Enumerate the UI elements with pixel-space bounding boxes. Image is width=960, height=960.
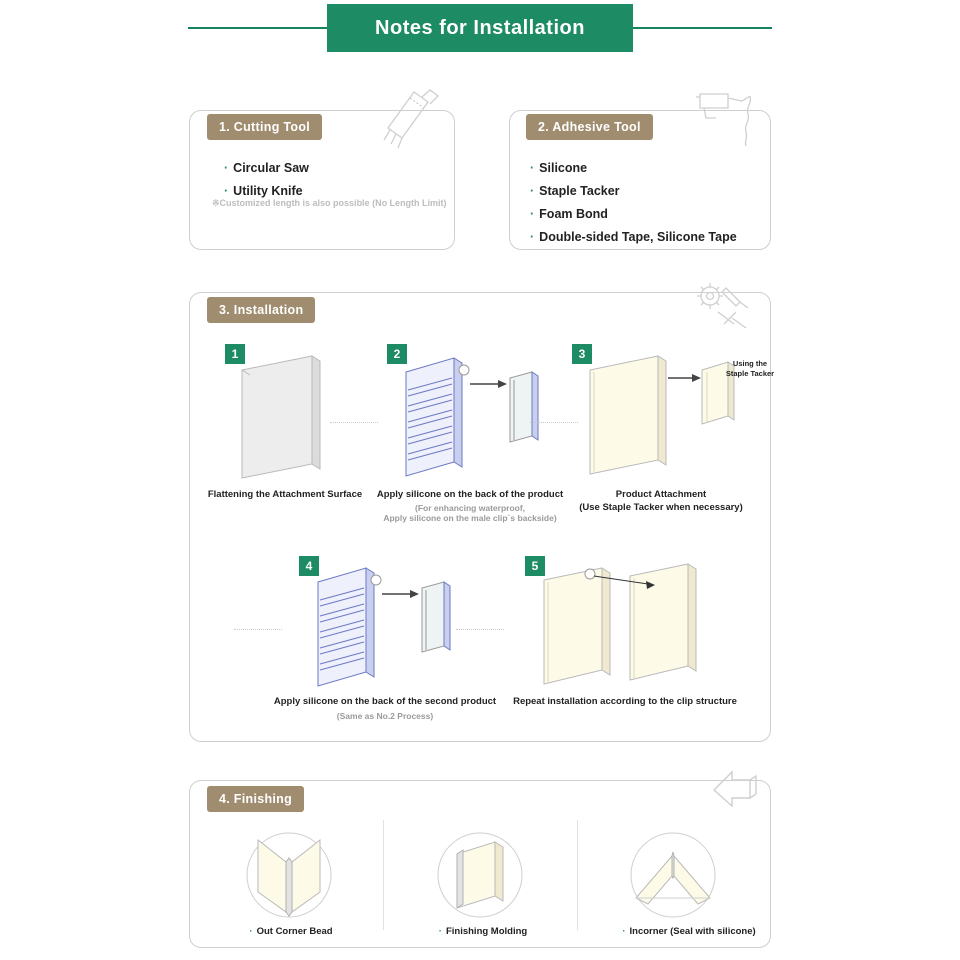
- adhesive-tool-list: [530, 161, 737, 253]
- step4-subcaption: (Same as No.2 Process): [336, 711, 434, 721]
- step2-subcaption-1: (For enhancing waterproof,: [414, 503, 526, 513]
- finishing-divider-2: [577, 820, 578, 930]
- step3-tool-label: Using the Staple Tacker: [725, 359, 775, 379]
- step-connector-1-2: [330, 422, 378, 424]
- list-item: · Silicone: [530, 161, 588, 175]
- bullet-dot: ·: [622, 926, 626, 937]
- page-header: [0, 0, 960, 60]
- bullet-dot: ·: [249, 926, 253, 937]
- step-number-1: 1: [225, 344, 245, 364]
- out-corner-bead-icon: [246, 832, 332, 918]
- arrow-block-icon: [706, 764, 766, 814]
- bullet-dot: ·: [224, 184, 229, 198]
- step-connector-3-4: [234, 629, 282, 631]
- step4-illustration: [304, 562, 454, 697]
- finishing-molding-icon: [437, 832, 523, 918]
- step-number-2: 2: [387, 344, 407, 364]
- list-item: · Circular Saw: [224, 161, 309, 175]
- finishing-item-1-label: · Out Corner Bead: [249, 926, 333, 937]
- step1-illustration: [228, 352, 338, 487]
- tag-finishing: 4. Finishing: [207, 786, 304, 812]
- step5-illustration: [530, 562, 730, 697]
- page-title: Notes for Installation: [327, 4, 633, 52]
- step4-caption: Apply silicone on the back of the second product: [273, 696, 497, 707]
- step-connector-2-3: [530, 422, 578, 424]
- caulking-gun-icon: [694, 88, 764, 153]
- finishing-divider-1: [383, 820, 384, 930]
- step-number-5: 5: [525, 556, 545, 576]
- step-number-4: 4: [299, 556, 319, 576]
- step2-illustration: [392, 352, 542, 487]
- list-item: · Double-sided Tape, Silicone Tape: [530, 230, 737, 244]
- bullet-dot: ·: [530, 230, 535, 244]
- saw-icon: [378, 88, 448, 153]
- step1-caption: Flattening the Attachment Surface: [207, 489, 363, 500]
- list-item: · Foam Bond: [530, 207, 608, 221]
- step5-caption: Repeat installation according to the clip structure: [513, 696, 737, 707]
- step2-caption: Apply silicone on the back of the product: [376, 489, 564, 500]
- bullet-dot: ·: [530, 161, 535, 175]
- step3-illustration: [576, 348, 746, 488]
- tag-installation: 3. Installation: [207, 297, 315, 323]
- bullet-dot: ·: [224, 161, 229, 175]
- step3-caption: Product Attachment: [615, 489, 707, 500]
- bullet-dot: ·: [530, 207, 535, 221]
- tag-adhesive-tool: 2. Adhesive Tool: [526, 114, 653, 140]
- finishing-item-2-label: · Finishing Molding: [438, 926, 528, 937]
- step-connector-4-5: [456, 629, 504, 631]
- gear-tools-icon: [688, 278, 758, 333]
- incorner-icon: [630, 832, 716, 918]
- bullet-dot: ·: [438, 926, 442, 937]
- list-item: · Utility Knife: [224, 184, 303, 198]
- finishing-item-3-label: · Incorner (Seal with silicone): [622, 926, 756, 937]
- cutting-tool-note: ※Customized length is also possible (No Length Limit): [212, 198, 447, 208]
- tag-cutting-tool: 1. Cutting Tool: [207, 114, 322, 140]
- step3-subcaption: (Use Staple Tacker when necessary): [579, 502, 743, 513]
- step-number-3: 3: [572, 344, 592, 364]
- step2-subcaption-2: Apply silicone on the male clip`s backside): [383, 513, 557, 523]
- bullet-dot: ·: [530, 184, 535, 198]
- list-item: · Staple Tacker: [530, 184, 620, 198]
